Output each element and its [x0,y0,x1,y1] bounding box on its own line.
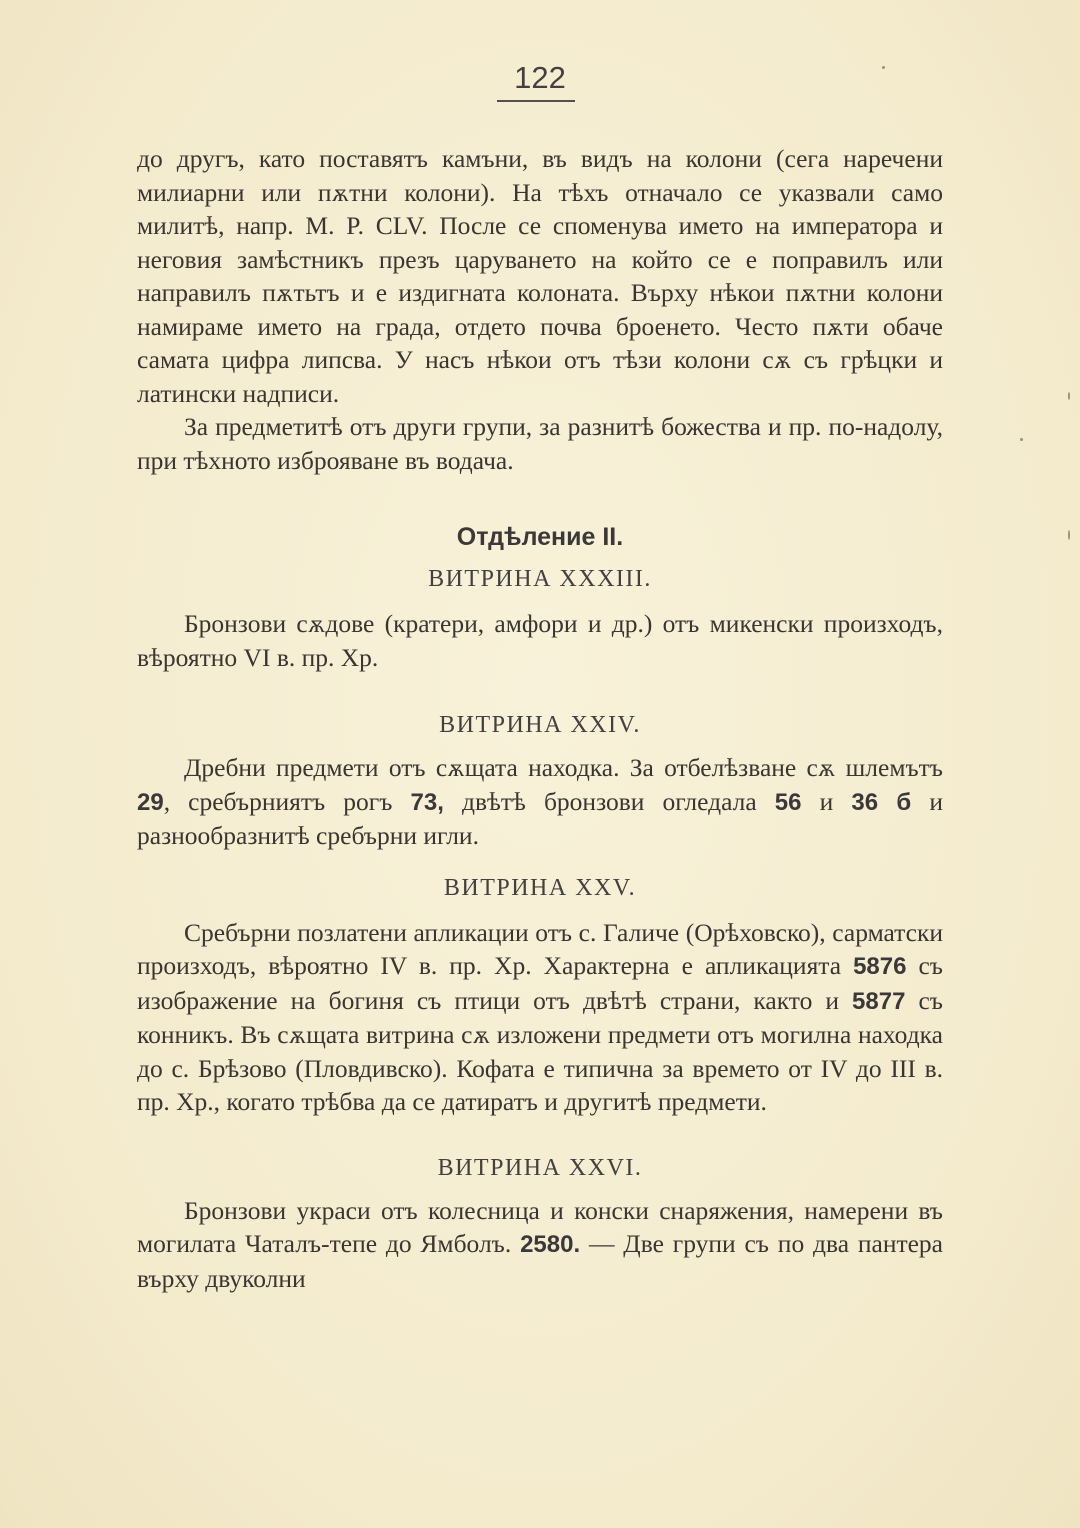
item-number: 29 [137,788,164,816]
paper-speck [1068,392,1070,400]
vitrina-26-text [137,1194,943,1296]
item-number: 56 [774,788,802,816]
vitrina-25-text-c: съ конникъ. Въ сѫщата витрина сѫ изложени предмети отъ могилна находка до с. Брѣзово (Пловдивско). Кофата е типична за времето от IV до III в. пр. Хр., когато трѣбва да се датиратъ и другитѣ предмети. [137,985,943,1116]
vitrina-33-text: Бронзови сѫдове (кратери, амфори и др.) отъ микенски произходъ, вѣроятно VI в. пр. Хр. [137,609,943,672]
paper-speck [882,66,885,69]
vitrina-33-heading: ВИТРИНА XXXIII. [428,566,652,592]
vitrina-24-text-c: двѣтѣ бронзови огледала [443,786,775,816]
vitrina-24-text [137,751,943,853]
item-number: 2580. [520,1231,581,1258]
item-number: 36 б [851,788,912,816]
paper-speck [1020,438,1023,441]
vitrina-24-text-b: , сребърниятъ рогъ [163,786,411,816]
vitrina-25-text-b: съ изображение на богиня съ птици отъ двѣтѣ страни, както и [137,951,943,1015]
vitrina-24-text-a: Дребни предмети отъ сѫщата находка. За отбелѣзване сѫ шлемътъ [184,753,943,782]
vitrina-24-heading: ВИТРИНА XXIV. [439,712,641,738]
vitrina-24-text-d: и [801,786,852,816]
vitrina-25-text [137,916,943,1119]
vitrina-25-text-a: Сребърни позлатени апликации отъ с. Галиче (Орѣховско), сарматски произходъ, вѣроятно IV в. пр. Хр. Характерна е апликацията [137,917,943,980]
page-number-underline [497,100,575,102]
paper-speck [1068,530,1070,540]
page-body [137,142,943,1295]
item-number: 73, [410,788,444,816]
vitrina-25-heading: ВИТРИНА XXV. [443,874,637,901]
intro-paragraph-1: до другъ, като поставятъ камъни, въ видъ на колони (сега наречени милиарни или пѫтни колони). На тѣхъ отначало се указвали само милитѣ, напр. M. P. CLV. После се споменува името на императора и неговия замѣстникъ презъ царуването на който се е поправилъ или направилъ пѫтьтъ и е издигната колоната. Върху нѣкои пѫтни колони намираме името на града, отдето почва броенето. Често пѫти обаче самата цифра липсва. У насъ нѣкои отъ тѣзи колони сѫ съ грѣцки и латински надписи. [137,144,943,408]
intro-paragraph-2: За предметитѣ отъ други групи, за разнитѣ божества и пр. по-надолу, при тѣхното изброяване въ водача. [137,412,943,475]
page-number: 122 [514,60,566,95]
item-number: 5877 [852,987,906,1015]
vitrina-24-text-e: и разнообразнитѣ сребърни игли. [137,786,943,850]
vitrina-26-text-a: Бронзови украси отъ колесница и конски снаряжения, намерени въ могилата Чаталъ-тепе до Ямболъ. [137,1195,943,1258]
vitrina-26-text-b: — Две групи съ по два пантера върху двуколни [137,1229,944,1293]
section-title: Отдѣление II. [456,523,624,551]
item-number: 5876 [853,953,907,980]
vitrina-26-heading: ВИТРИНА XXVI. [437,1154,643,1181]
